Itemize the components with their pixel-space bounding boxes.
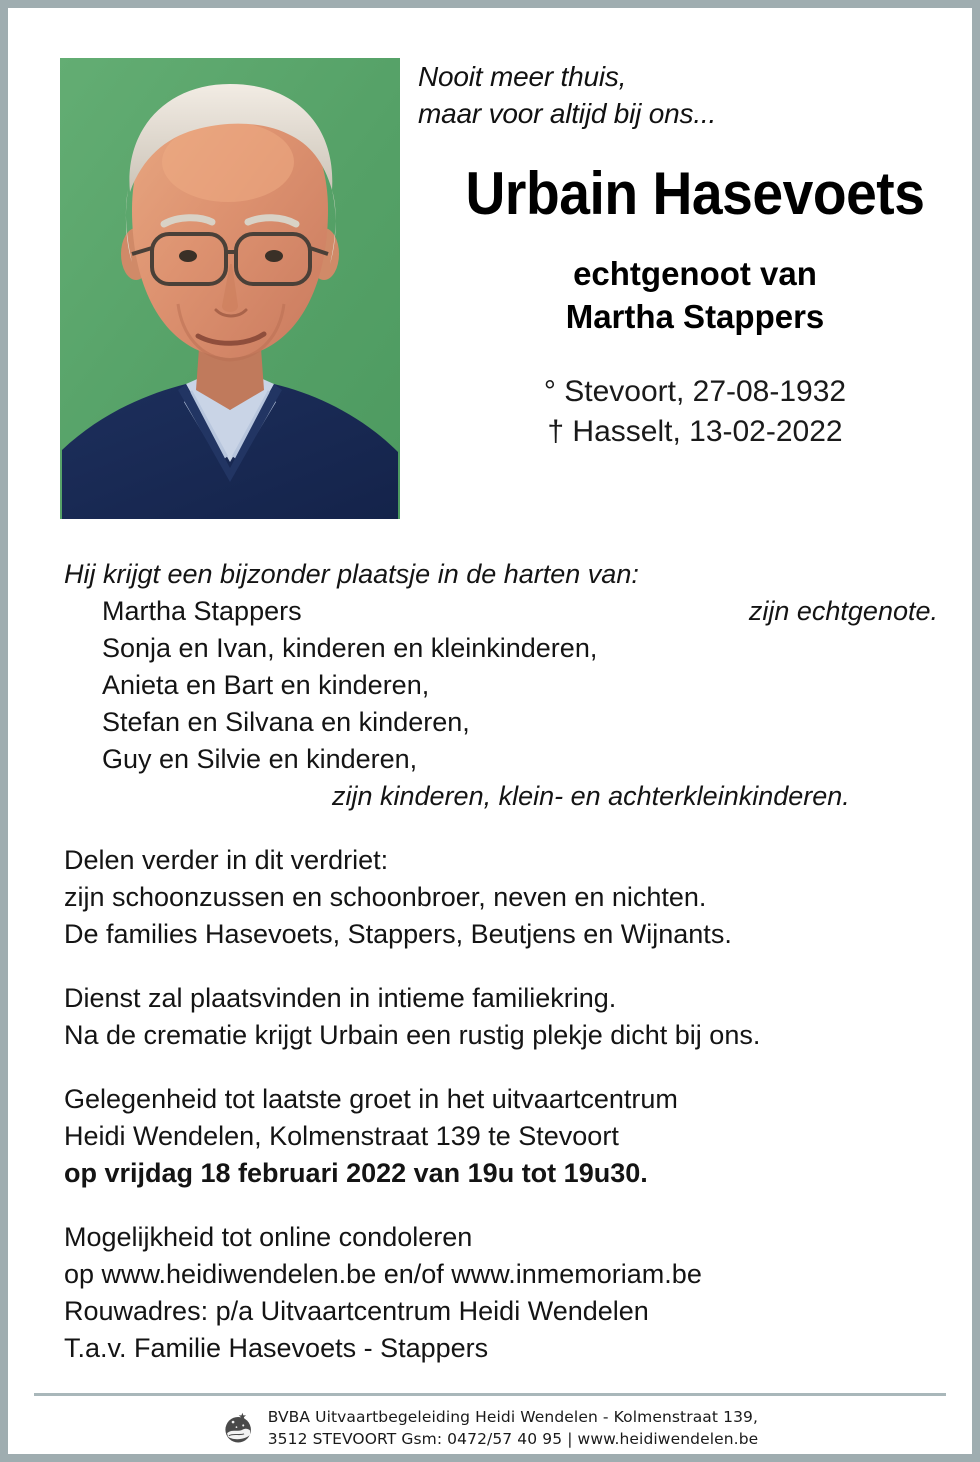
- birth-date: ° Stevoort, 27-08-1932: [543, 374, 847, 408]
- relatives-item-3: Guy en Silvie en kinderen,: [102, 743, 418, 774]
- service-line-2: Na de crematie krijgt Urbain een rustig plekje dicht bij ons.: [64, 1019, 761, 1050]
- death-date: † Hasselt, 13-02-2022: [547, 414, 843, 448]
- portrait-illustration: [60, 58, 400, 519]
- body-text: [64, 556, 944, 1367]
- condolences-line-1: Mogelijkheid tot online condoleren: [64, 1221, 473, 1252]
- relatives-item-2: Stefan en Silvana en kinderen,: [102, 706, 470, 737]
- footer: [8, 1406, 972, 1450]
- relatives-closing: zijn kinderen, klein- en achterkleinkinderen.: [332, 780, 850, 811]
- deceased-name: Urbain Hasevoets: [465, 160, 925, 228]
- memorial-card: [8, 8, 972, 1454]
- condolences-address: Rouwadres: p/a Uitvaartcentrum Heidi Wendelen: [64, 1295, 649, 1326]
- mourners-line-1: Delen verder in dit verdriet:: [64, 844, 389, 875]
- condolences-attention: T.a.v. Familie Hasevoets - Stappers: [64, 1332, 489, 1363]
- relatives-item-0: Sonja en Ivan, kinderen en kleinkinderen,: [102, 632, 598, 663]
- relatives-spouse-relation: zijn echtgenote.: [748, 595, 938, 626]
- relatives-spouse-row: [64, 593, 944, 630]
- service-section: [64, 980, 944, 1054]
- service-line-1: Dienst zal plaatsvinden in intieme familiekring.: [64, 982, 617, 1013]
- life-dates: [418, 372, 972, 452]
- quote-line-1: Nooit meer thuis,: [418, 61, 627, 92]
- footer-line-1: BVBA Uitvaartbegeleiding Heidi Wendelen - Kolmenstraat 139,: [267, 1408, 759, 1426]
- visitation-line-2: Heidi Wendelen, Kolmenstraat 139 te Stevoort: [64, 1120, 619, 1151]
- footer-text: [268, 1406, 759, 1450]
- relatives-intro: Hij krijgt een bijzonder plaatsje in de harten van:: [64, 559, 639, 589]
- relatives-item-1: Anieta en Bart en kinderen,: [102, 669, 430, 700]
- footer-line-2: 3512 STEVOORT Gsm: 0472/57 40 95 | www.heidiwendelen.be: [267, 1430, 759, 1448]
- footer-divider: [34, 1393, 946, 1396]
- relatives-section: [64, 556, 944, 815]
- spouse-name: Martha Stappers: [565, 297, 825, 335]
- mourners-section: [64, 842, 944, 953]
- quote-line-2: maar voor altijd bij ons...: [418, 98, 717, 130]
- memorial-quote: [418, 58, 972, 132]
- mourners-line-3: De families Hasevoets, Stappers, Beutjens en Wijnants.: [64, 918, 732, 949]
- spouse-prefix: echtgenoot van: [573, 255, 817, 293]
- funeral-home-logo-icon: [222, 1411, 256, 1445]
- condolences-websites: op www.heidiwendelen.be en/of www.inmemoriam.be: [64, 1258, 702, 1289]
- condolences-section: [64, 1219, 944, 1367]
- portrait-photo: [60, 58, 400, 519]
- visitation-section: [64, 1081, 944, 1192]
- visitation-time: op vrijdag 18 februari 2022 van 19u tot 19u30.: [64, 1157, 648, 1188]
- relatives-spouse-name: Martha Stappers: [102, 595, 302, 626]
- visitation-line-1: Gelegenheid tot laatste groet in het uitvaartcentrum: [64, 1083, 678, 1114]
- heading-block: [418, 58, 972, 452]
- mourners-line-2: zijn schoonzussen en schoonbroer, neven en nichten.: [64, 881, 707, 912]
- top-section: [8, 8, 972, 520]
- spouse-block: [418, 253, 972, 337]
